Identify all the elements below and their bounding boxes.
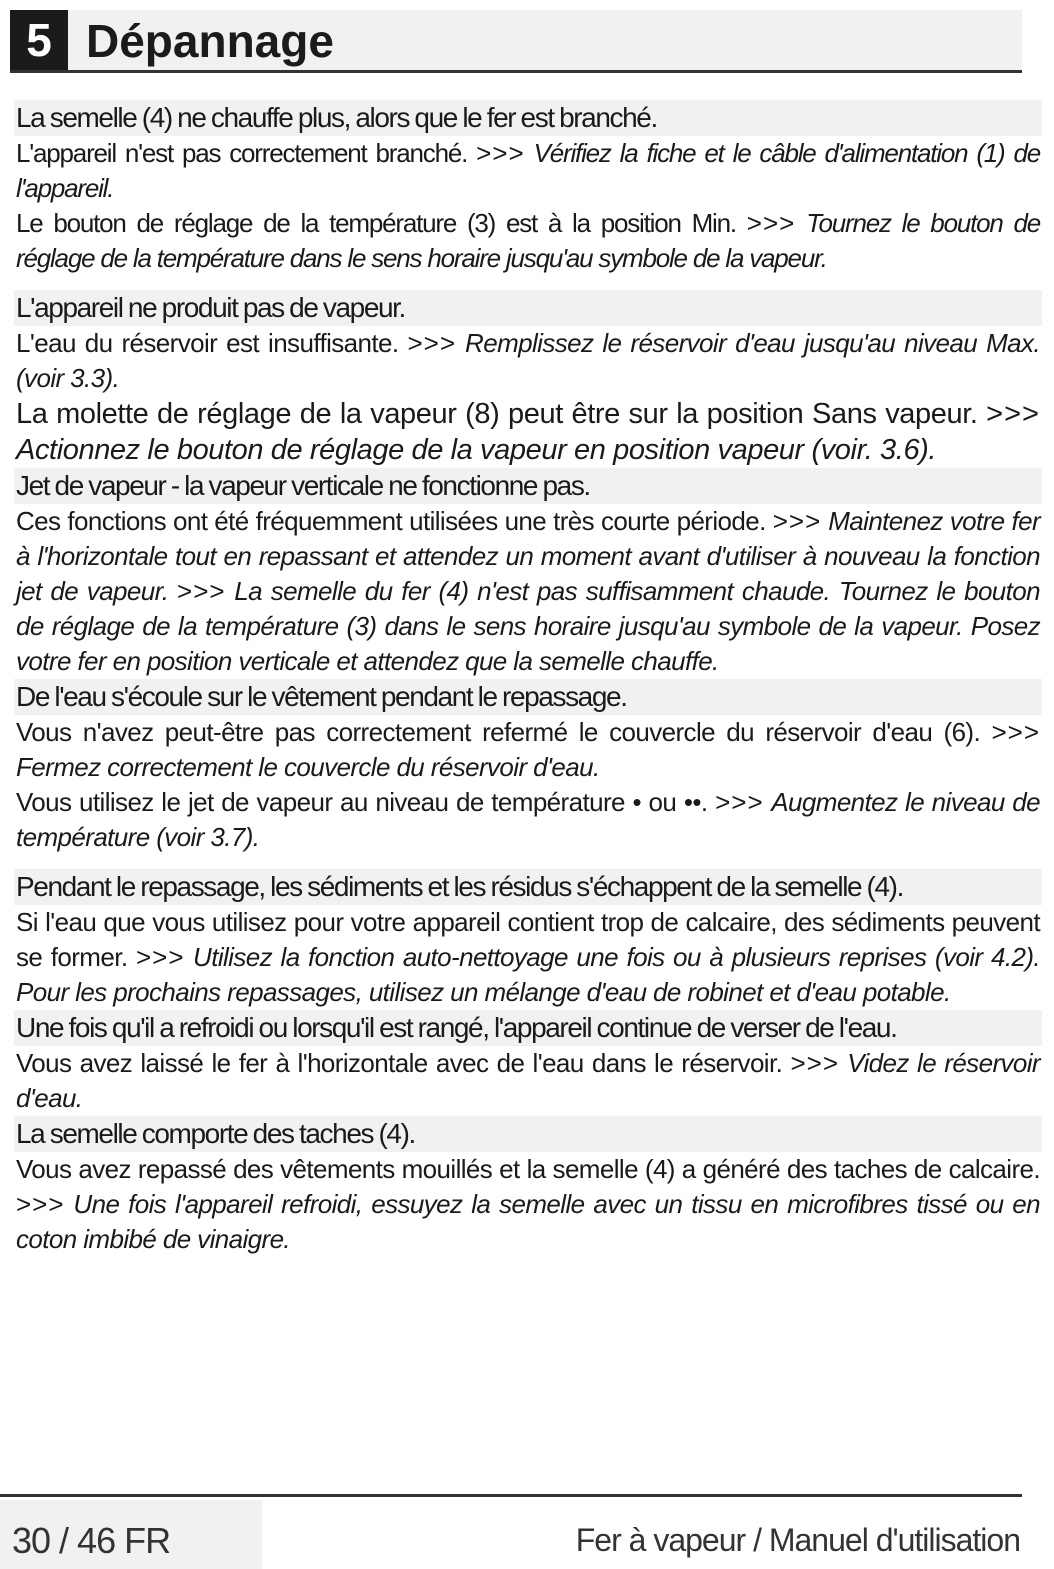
cause-solution xyxy=(14,785,1042,855)
solution-text: Augmentez le niveau de température (voir 3.7). xyxy=(16,787,1040,852)
problem-heading: Jet de vapeur - la vapeur verticale ne fonctionne pas. xyxy=(14,468,1042,504)
cause-text: Vous avez laissé le fer à l'horizontale avec de l'eau dans le réservoir. xyxy=(16,1048,783,1078)
arrow-glyph: >>> xyxy=(135,942,185,972)
solution-text: Utilisez la fonction auto-nettoyage une fois ou à plusieurs reprises (voir 4.2). Pour les prochains repassages, utilisez un mélange d'eau de robinet et d'eau potable. xyxy=(16,942,1040,1007)
solution-text: Fermez correctement le couvercle du réservoir d'eau. xyxy=(16,752,600,782)
arrow-glyph: >>> xyxy=(772,506,822,536)
cause-solution xyxy=(14,1152,1042,1257)
section-number: 5 xyxy=(10,10,68,70)
cause-text: L'eau du réservoir est insuffisante. xyxy=(16,328,399,358)
cause-solution xyxy=(14,326,1042,396)
cause-text: La molette de réglage de la vapeur (8) peut être sur la position Sans vapeur. xyxy=(16,398,978,430)
problem-heading: Pendant le repassage, les sédiments et les résidus s'échappent de la semelle (4). xyxy=(14,869,1042,905)
arrow-glyph: >>> xyxy=(407,328,457,358)
arrow-glyph: >>> xyxy=(16,1189,65,1219)
cause-solution xyxy=(14,905,1042,1010)
cause-solution xyxy=(14,206,1042,276)
cause-text: Le bouton de réglage de la température (3) est à la position Min. xyxy=(16,208,736,238)
page-number: 30 / 46 FR xyxy=(12,1520,171,1561)
solution-text: Une fois l'appareil refroidi, essuyez la semelle avec un tissu en microfibres tissé ou en coton imbibé de vinaigre. xyxy=(16,1189,1041,1254)
arrow-glyph: >>> xyxy=(177,576,226,606)
section-title: Dépannage xyxy=(86,15,334,67)
section-header xyxy=(10,10,1022,73)
arrow-glyph: >>> xyxy=(991,717,1041,747)
cause-text: Vous utilisez le jet de vapeur au niveau de température • ou ••. xyxy=(16,787,708,817)
cause-solution xyxy=(14,396,1042,468)
cause-solution xyxy=(14,136,1042,206)
cause-solution xyxy=(14,504,1042,679)
arrow-glyph: >>> xyxy=(790,1048,840,1078)
solution-text: Vérifiez la fiche et le câble d'alimentation (1) de l'appareil. xyxy=(16,138,1040,203)
problem-heading: La semelle (4) ne chauffe plus, alors que le fer est branché. xyxy=(14,100,1042,136)
problem-heading: Une fois qu'il a refroidi ou lorsqu'il est rangé, l'appareil continue de verser de l'eau. xyxy=(14,1010,1042,1046)
arrow-glyph: >>> xyxy=(986,398,1040,430)
arrow-glyph: >>> xyxy=(476,138,525,168)
solution-text: Maintenez votre fer à l'horizontale tout en repassant et attendez un moment avant d'utiliser à nouveau la fonction jet de vapeur. xyxy=(16,506,1041,606)
arrow-glyph: >>> xyxy=(746,208,796,238)
cause-text: Vous avez repassé des vêtements mouillés et la semelle (4) a généré des taches de calcaire. xyxy=(16,1154,1040,1184)
solution-text: Remplissez le réservoir d'eau jusqu'au niveau Max.(voir 3.3). xyxy=(16,328,1041,393)
solution-text: Videz le réservoir d'eau. xyxy=(16,1048,1040,1113)
cause-solution xyxy=(14,715,1042,785)
problem-heading: L'appareil ne produit pas de vapeur. xyxy=(14,290,1042,326)
solution-text: La semelle du fer (4) n'est pas suffisamment chaude. Tournez le bouton de réglage de la température (3) dans le sens horaire jusqu'au symbole de la vapeur. Posez votre fer en position verticale et attendez que la semelle chauffe. xyxy=(16,576,1041,676)
troubleshooting-list xyxy=(14,100,1042,1257)
solution-text: Tournez le bouton de réglage de la température dans le sens horaire jusqu'au symbole de la vapeur. xyxy=(16,208,1041,273)
cause-text: Si l'eau que vous utilisez pour votre appareil contient trop de calcaire, des sédiments peuvent se former. xyxy=(16,907,1040,972)
solution-text: Actionnez le bouton de réglage de la vapeur en position vapeur (voir. 3.6). xyxy=(16,434,937,466)
problem-heading: De l'eau s'écoule sur le vêtement pendant le repassage. xyxy=(14,679,1042,715)
cause-text: Vous n'avez peut-être pas correctement refermé le couvercle du réservoir d'eau (6). xyxy=(16,717,981,747)
footer-divider xyxy=(0,1494,1022,1497)
cause-text: L'appareil n'est pas correctement branché. xyxy=(16,138,468,168)
cause-solution xyxy=(14,1046,1042,1116)
arrow-glyph: >>> xyxy=(715,787,764,817)
document-title: Fer à vapeur / Manuel d'utilisation xyxy=(575,1522,1020,1558)
cause-text: Ces fonctions ont été fréquemment utilisées une très courte période. xyxy=(16,506,766,536)
problem-heading: La semelle comporte des taches (4). xyxy=(14,1116,1042,1152)
